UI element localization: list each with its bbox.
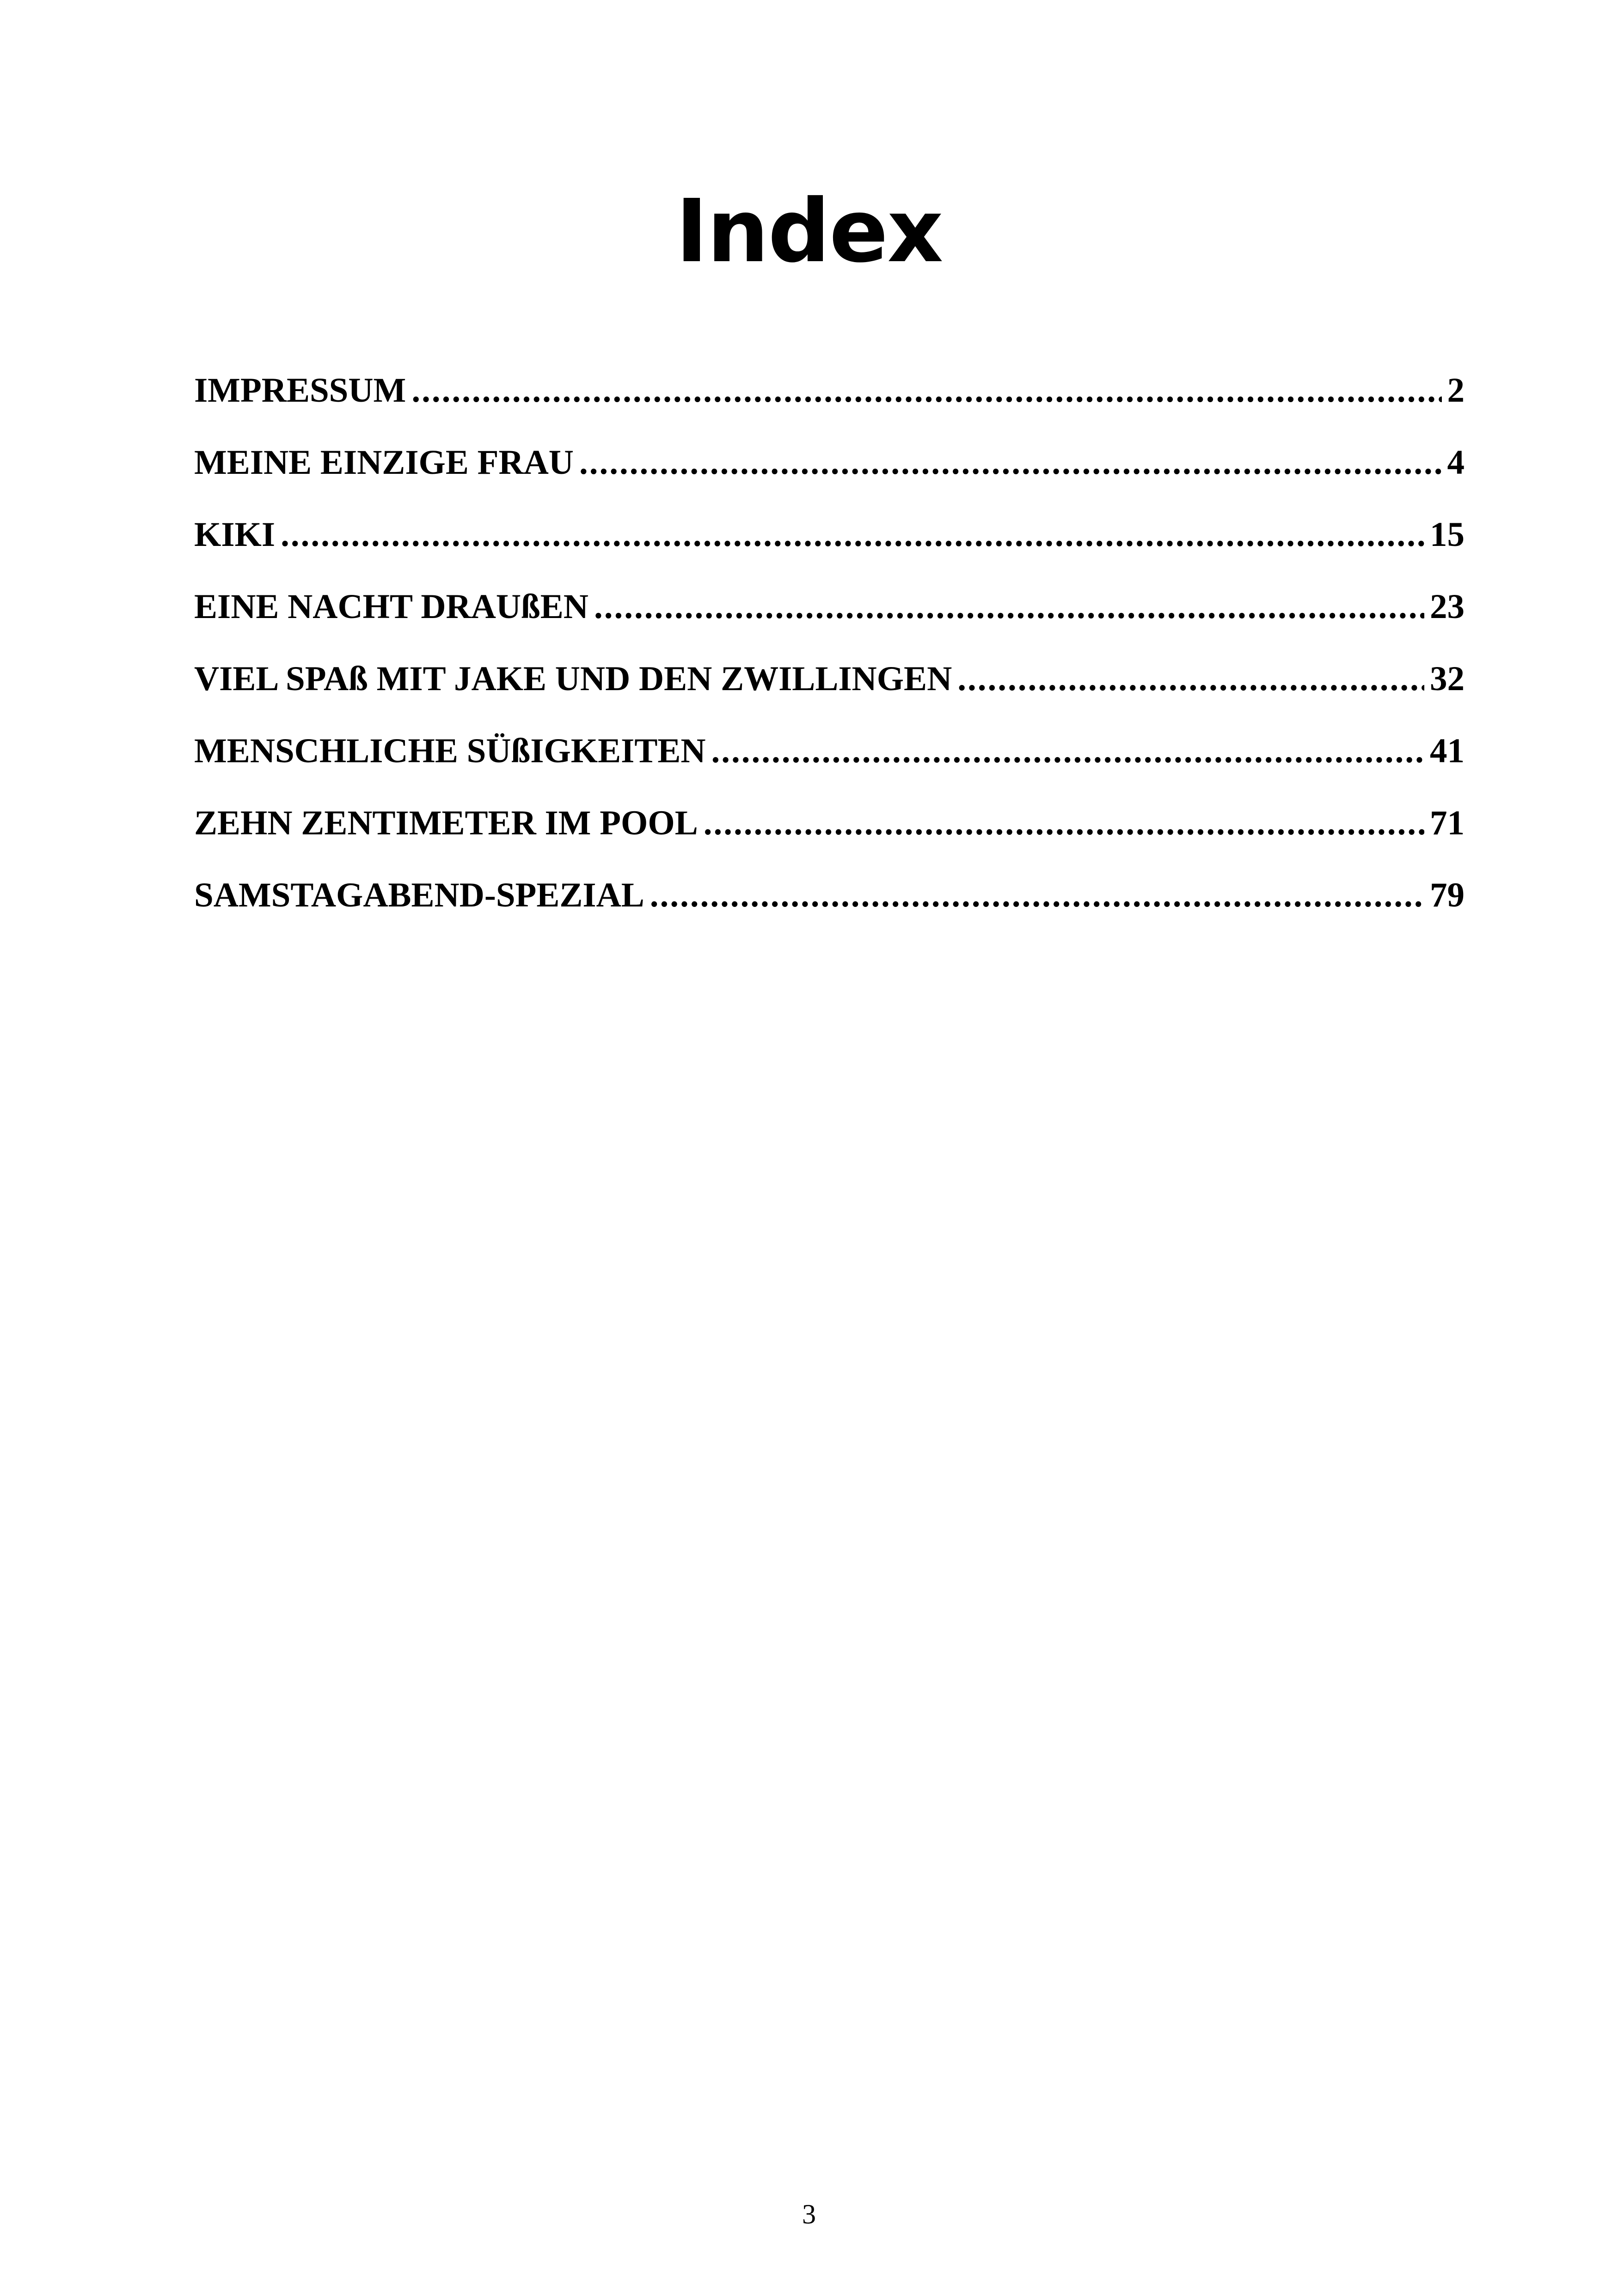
toc-entry-page: 79: [1430, 876, 1465, 914]
toc-entry-menschliche-suessigkeiten[interactable]: [194, 726, 1465, 798]
toc-dot-leader: [711, 726, 1424, 777]
toc-dot-leader: [704, 798, 1424, 849]
toc-dot-leader: [594, 582, 1424, 632]
toc-entry-eine-nacht-draussen[interactable]: [194, 582, 1465, 654]
toc-entry-label: EINE NACHT DRAUßEN: [194, 588, 588, 626]
toc-entry-kiki[interactable]: [194, 509, 1465, 582]
toc-entry-label: IMPRESSUM: [194, 371, 406, 410]
toc-entry-label: SAMSTAGABEND-SPEZIAL: [194, 876, 644, 914]
toc-entry-samstagabend-spezial[interactable]: [194, 870, 1465, 942]
toc-entry-page: 41: [1430, 732, 1465, 770]
toc-entry-page: 15: [1430, 515, 1465, 554]
toc-entry-meine-einzige-frau[interactable]: [194, 437, 1465, 509]
toc-dot-leader: [579, 437, 1442, 488]
page-number: 3: [802, 2199, 816, 2229]
toc-entry-label: VIEL SPAß MIT JAKE UND DEN ZWILLINGEN: [194, 660, 952, 698]
toc-entry-page: 2: [1447, 371, 1465, 410]
toc-entry-zehn-zentimeter[interactable]: [194, 798, 1465, 870]
toc-entry-page: 32: [1430, 660, 1465, 698]
toc-entry-viel-spass[interactable]: [194, 654, 1465, 726]
toc-entry-label: KIKI: [194, 515, 276, 554]
page-title: Index: [675, 180, 943, 282]
toc-dot-leader: [281, 509, 1424, 560]
toc-dot-leader: [957, 654, 1424, 704]
toc-entry-label: MENSCHLICHE SÜßIGKEITEN: [194, 732, 706, 770]
toc-entry-page: 4: [1447, 443, 1465, 482]
toc-entry-label: MEINE EINZIGE FRAU: [194, 443, 574, 482]
toc-entry-page: 23: [1430, 588, 1465, 626]
toc-entry-page: 71: [1430, 804, 1465, 842]
toc-entry-impressum[interactable]: [194, 365, 1465, 437]
toc-dot-leader: [411, 365, 1441, 416]
table-of-contents: [194, 365, 1465, 942]
toc-dot-leader: [650, 870, 1424, 921]
toc-entry-label: ZEHN ZENTIMETER IM POOL: [194, 804, 698, 842]
